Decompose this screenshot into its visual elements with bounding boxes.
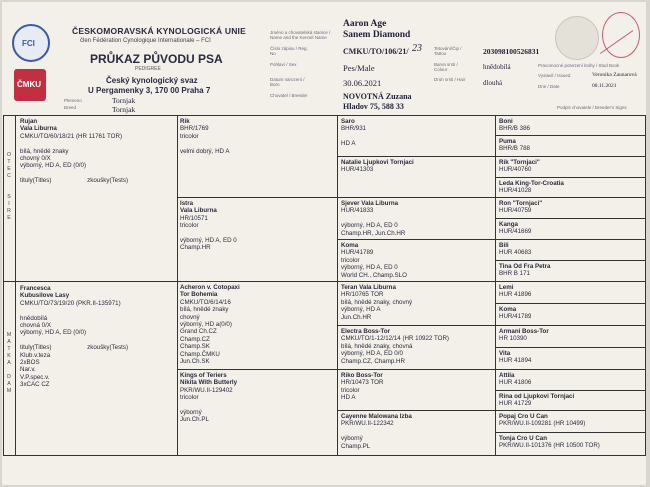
ancestor-cell xyxy=(499,435,643,453)
sire-line: výborný, HD A, ED (0/0) xyxy=(20,162,87,170)
great-grandparent-cell xyxy=(341,118,493,155)
issued-by-value: Veronika Zaunarová xyxy=(592,72,637,78)
grandparent-line: výborný, HD A, ED 0 xyxy=(180,237,237,245)
grandparent-line: tricolor xyxy=(180,222,199,230)
grandparent-line: výborný, HD a(0/0) xyxy=(180,321,232,329)
grandparent-line: tricolor xyxy=(180,394,199,402)
great-grandparent-line: výborný, HD A xyxy=(341,306,381,314)
ancestor-name: Attila xyxy=(499,372,515,379)
ancestor-reg: PKR/WU.II-101376 (HR 10500 TOR) xyxy=(499,442,600,450)
ancestor-cell xyxy=(499,159,643,176)
grandparent-name: Acheron v. Cotopaxi xyxy=(180,284,240,291)
ancestor-cell xyxy=(499,413,643,431)
ancestor-cell xyxy=(499,306,643,324)
great-grandparent-cell xyxy=(341,284,493,324)
club-address: U Pergamenky 3, 170 00 Praha 7 xyxy=(88,86,211,95)
great-grandparent-cell xyxy=(341,200,493,238)
ancestor-name: Popaj Cro U Can xyxy=(499,413,548,420)
grandparent-line: Jun.Ch.SK xyxy=(180,358,210,366)
dam-kennel: Kubusilove Lasy xyxy=(20,292,70,300)
ancestor-reg: HUR 41729 xyxy=(499,400,532,408)
grandparent-reg: HR/10571 xyxy=(180,214,208,222)
grandparent-line: chovný xyxy=(180,313,200,321)
great-grandparent-cell xyxy=(341,159,493,196)
dog-sex: Pes/Male xyxy=(343,63,375,73)
doc-subtitle: PEDIGREE xyxy=(135,66,161,72)
great-grandparent-cell xyxy=(341,413,493,453)
great-grandparent-line: Champ.CZ, Champ.HR xyxy=(341,357,405,365)
great-grandparent-name: Sjever Vala Liburna xyxy=(341,200,399,207)
dam-title: 2xBOS xyxy=(20,359,40,367)
great-grandparent-line: výborný, HD A, ED 0/0 xyxy=(341,350,403,358)
dam-line: výborný, HD A, ED (0/0) xyxy=(20,329,87,337)
grandparent-line: velmi dobrý, HD A xyxy=(180,147,230,155)
great-grandparent-cell xyxy=(341,242,493,280)
fci-logo-text: FCI xyxy=(22,39,35,48)
grandparent-line: výborný xyxy=(180,409,202,417)
dam-title: Klub.v.teza xyxy=(20,351,51,359)
ancestor-name: Tina Od Fra Petra xyxy=(499,263,551,270)
dam-exams-label: zkoušky(Tests) xyxy=(87,344,129,352)
breed-label-1: Plemeno xyxy=(64,98,82,103)
ancestor-name: Puma xyxy=(499,138,516,145)
grandparent-reg: BHR/1769 xyxy=(180,125,209,133)
ancestor-cell xyxy=(499,200,643,217)
ancestor-cell xyxy=(499,372,643,389)
ancestor-reg: HUR 41896 xyxy=(499,291,532,299)
issue-date-value: 08.11.2021 xyxy=(592,83,617,89)
great-grandparent-name: Šaro xyxy=(341,118,355,125)
breed-label-2: Breed xyxy=(64,105,77,110)
great-grandparent-name: Riko Boss-Tor xyxy=(341,372,383,379)
great-grandparent-name: Natalie Ljupkovi Tornjaci xyxy=(341,159,414,166)
grandparent-kennel: Vala Liburna xyxy=(180,207,217,215)
dam-title: Nar.v. xyxy=(20,366,36,374)
sire-line: chovný 0/X xyxy=(20,155,51,163)
great-grandparent-name: Teran Vala Liburna xyxy=(341,284,396,291)
dog-name-line2: Sanem Diamond xyxy=(343,30,411,40)
sire-exams-label: zkoušky(Tests) xyxy=(87,177,129,185)
ancestor-name: Lemi xyxy=(499,284,514,291)
ancestor-name: Koma xyxy=(499,306,517,313)
ancestor-cell xyxy=(499,138,643,155)
issue-date-label: Dne / Date xyxy=(538,84,560,89)
breeder-name: NOVOTNÁ Zuzana xyxy=(343,92,412,101)
ancestor-cell xyxy=(499,350,643,368)
sire-kennel: Vala Liburna xyxy=(20,125,57,133)
dam-reg: CMKU/TO/73/19/20 (PKR.II-135971) xyxy=(20,299,121,307)
sire-name: Rujan xyxy=(20,118,38,125)
grandparent-cell xyxy=(180,200,335,280)
sire-reg: CMKU/TO/60/18/21 (HR 11761 TOR) xyxy=(20,132,123,140)
sire-cell xyxy=(20,118,175,278)
studbook-label: Pravomocné potvrzení knihy / Stud Book xyxy=(538,63,620,68)
great-grandparent-line: Champ.PL xyxy=(341,442,371,450)
great-grandparent-reg: CMKU/TO/1-12/12/14 (HR 10922 TOR) xyxy=(341,335,449,343)
great-grandparent-line: bílá, hnědé znaky, chovná xyxy=(341,342,413,350)
cmku-logo xyxy=(14,69,46,101)
ancestor-reg: HUR 41894 xyxy=(499,357,532,365)
great-grandparent-cell xyxy=(341,328,493,368)
great-grandparent-line: výborný, HD A, ED 0 xyxy=(341,264,398,272)
great-grandparent-reg: PKR/WU.II-122342 xyxy=(341,420,394,428)
ancestor-name: Rik "Tornjaci" xyxy=(499,159,540,166)
ancestor-name: Kanga xyxy=(499,221,518,228)
breed-value-2: Tornjak xyxy=(112,105,136,114)
dam-side-label: M A T K A D A M xyxy=(6,332,12,394)
club-name: Český kynologický svaz xyxy=(106,76,198,85)
great-grandparent-reg: HR/10765 TOR xyxy=(341,291,384,299)
dam-titles-label: tituly(Titles) xyxy=(20,344,52,352)
grandparent-line: Champ.CZ xyxy=(180,335,210,343)
ancestor-reg: HUR/41028 xyxy=(499,187,532,195)
great-grandparent-line: HD A xyxy=(341,394,356,402)
grandparent-line: Jun.Ch.PL xyxy=(180,416,209,424)
great-grandparent-line: HD A xyxy=(341,140,356,148)
breed-value-1: Tornjak xyxy=(112,96,136,105)
chip-number: 203098100526831 xyxy=(483,47,540,56)
grandparent-kennel: Nikita With Butterly xyxy=(180,379,238,387)
sex-label: Pohlaví / Sex xyxy=(270,62,297,67)
color-label: Barva srsti / Colour xyxy=(434,62,458,72)
ancestor-cell xyxy=(499,284,643,302)
breeder-address: Hladov 75, 588 33 xyxy=(343,102,404,111)
grandparent-name: Istra xyxy=(180,200,194,207)
ancestor-reg: BHR/B 386 xyxy=(499,125,530,133)
ancestor-name: Bili xyxy=(499,242,509,249)
grandparent-line: bílá, hnědé znaky xyxy=(180,306,229,314)
grandparent-line: Champ.HR xyxy=(180,244,211,252)
grandparent-line: tricolor xyxy=(180,132,199,140)
grandparent-reg: CMKU/TO/6/14/16 xyxy=(180,298,231,306)
great-grandparent-reg: HUR/41303 xyxy=(341,166,374,174)
great-grandparent-name: Cayenne Malowana Izba xyxy=(341,413,412,420)
great-grandparent-line: World CH., Champ.SLO xyxy=(341,271,407,279)
birth-label: Datum narození / Born xyxy=(270,77,305,87)
great-grandparent-reg: HUR/41789 xyxy=(341,249,374,257)
fci-logo xyxy=(12,24,50,62)
ancestor-cell xyxy=(499,242,643,259)
grandparent-name: Rik xyxy=(180,118,190,125)
ancestor-cell xyxy=(499,328,643,346)
grandparent-cell xyxy=(180,284,335,368)
ancestor-name: Rina od Ljupkovi Tornjaci xyxy=(499,393,575,400)
sire-line: bílá, hnědé znaky xyxy=(20,147,69,155)
issued-by-label: Vystavil / Issued xyxy=(538,73,571,78)
dam-name: Francesca xyxy=(20,285,51,292)
grandparent-reg: PKR/WU.II-129402 xyxy=(180,386,233,394)
grandparent-line: Grand Ch.CZ xyxy=(180,328,217,336)
dam-cell xyxy=(20,285,175,453)
reg-number: CMKU/TO/106/21/ xyxy=(343,47,409,56)
grandparent-line: Champ.SK xyxy=(180,343,210,351)
ancestor-reg: BHR/B 788 xyxy=(499,145,530,153)
great-grandparent-line: výborný xyxy=(341,435,363,443)
great-grandparent-line: Champ.HR, Jun.Ch.HR xyxy=(341,229,406,237)
ancestor-cell xyxy=(499,393,643,410)
great-grandparent-line: Jun.Ch.HR xyxy=(341,313,372,321)
breeder-signature-label: Podpis chovatele / Breeder's Signs xyxy=(557,105,627,110)
ancestor-name: Boni xyxy=(499,118,513,125)
tattoo-label: Tetování/Čip / Tattoo xyxy=(434,46,462,56)
great-grandparent-name: Koma xyxy=(341,242,359,249)
hair-type: dlouhá xyxy=(483,79,503,87)
ancestor-reg: HUR/41669 xyxy=(499,228,532,236)
dam-line: hnědobílá xyxy=(20,314,48,322)
sire-titles-label: tituly(Titles) xyxy=(20,177,52,185)
great-grandparent-reg: HUR/41833 xyxy=(341,207,374,215)
sire-side-label: O T E C S I R E xyxy=(6,152,12,221)
org-subtitle: člen Fédération Cynologique Internationale – FCI xyxy=(80,38,211,44)
cmku-logo-text: ČMKU xyxy=(17,80,41,89)
ancestor-reg: HUR/41789 xyxy=(499,313,532,321)
breeder-label: Chovatel / Breeder xyxy=(270,93,308,98)
grandparent-kennel: Tor Bohemia xyxy=(180,291,218,299)
reg-number-suffix: 23 xyxy=(412,43,422,54)
org-title: ČESKOMORAVSKÁ KYNOLOGICKÁ UNIE xyxy=(72,26,246,36)
ancestor-name: Leda King-Tor-Croatia xyxy=(499,180,564,187)
great-grandparent-line: výborný, HD A, ED 0 xyxy=(341,222,398,230)
great-grandparent-line: tricolor xyxy=(341,256,360,264)
ancestor-cell xyxy=(499,221,643,238)
ancestor-name: Tonja Cro U Can xyxy=(499,435,548,442)
coat-colour: hnědobílá xyxy=(483,63,511,71)
birth-date: 30.06.2021 xyxy=(343,78,382,88)
doc-title: PRŮKAZ PŮVODU PSA xyxy=(90,52,223,66)
grandparent-cell xyxy=(180,372,335,452)
ancestor-name: Armani Boss-Tor xyxy=(499,328,549,335)
dam-title: V.P.spec.v. xyxy=(20,373,50,381)
ancestor-reg: PKR/WU.II-109281 (HR 10499) xyxy=(499,420,586,428)
pedigree-certificate xyxy=(2,2,646,485)
ancestor-reg: HUR 41806 xyxy=(499,379,532,387)
great-grandparent-line: bílá, hnědé znaky, chovný xyxy=(341,298,413,306)
ancestor-cell xyxy=(499,118,643,134)
dam-title: 3xCAC CZ xyxy=(20,381,50,389)
ancestor-cell xyxy=(499,263,643,280)
reg-label: Číslo zápisu / Reg. No xyxy=(270,46,308,56)
grandparent-line: Champ.ČMKU xyxy=(180,350,220,358)
ancestor-reg: HUR/40760 xyxy=(499,166,532,174)
dog-name-line1: Aaron Age xyxy=(343,19,387,29)
grandparent-cell xyxy=(180,118,335,196)
ancestor-cell xyxy=(499,180,643,197)
grandparent-name: Kings of Teriers xyxy=(180,372,227,379)
ancestor-name: Ron "Tornjaci" xyxy=(499,200,543,207)
great-grandparent-cell xyxy=(341,372,493,409)
ancestor-reg: HR 10390 xyxy=(499,335,527,343)
great-grandparent-line: tricolor xyxy=(341,386,360,394)
ancestor-reg: HUR 40683 xyxy=(499,249,532,257)
great-grandparent-reg: BHR/931 xyxy=(341,125,367,133)
great-grandparent-name: Electra Boss-Tor xyxy=(341,328,391,335)
name-label: Jméno a chovatelská stanice / Name and the Kennel Name xyxy=(270,30,331,40)
dam-line: chovná 0/X xyxy=(20,322,51,330)
ancestor-name: Vita xyxy=(499,350,511,357)
great-grandparent-reg: HR/10473 TOR xyxy=(341,379,384,387)
ancestor-reg: HUR/40759 xyxy=(499,207,532,215)
hair-label: Druh srsti / Hair xyxy=(434,77,466,82)
ancestor-reg: BHR B 171 xyxy=(499,270,530,278)
